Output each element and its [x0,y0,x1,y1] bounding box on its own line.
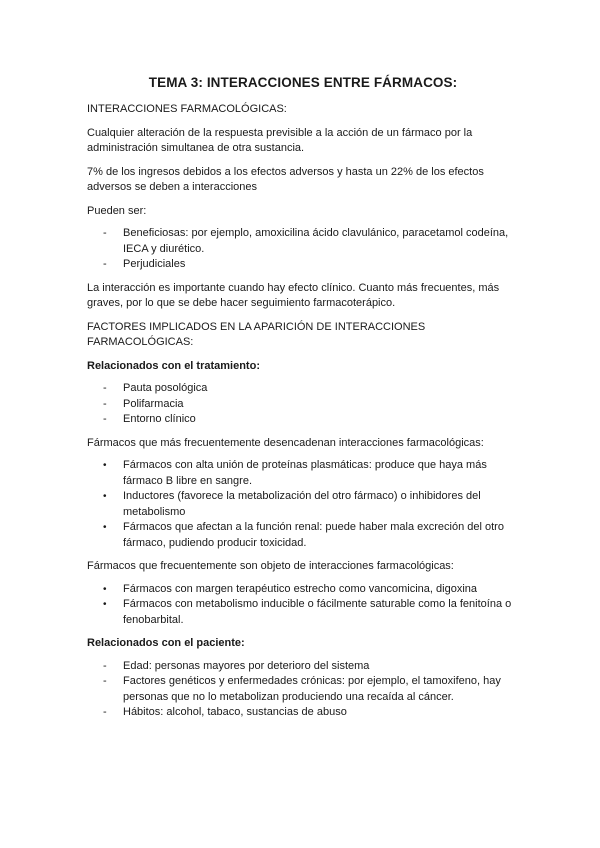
section-heading-factores: FACTORES IMPLICADOS EN LA APARICIÓN DE INTERACCIONES FARMACOLÓGICAS: [87,320,426,348]
list-item [87,659,519,675]
dash-marker: - [103,227,107,239]
list-item [87,582,519,598]
page-title: TEMA 3: INTERACCIONES ENTRE FÁRMACOS: [148,75,458,90]
list-item [87,705,519,721]
dash-marker: - [103,675,107,687]
list-item-text: Beneficiosas: por ejemplo, amoxicilina ácido clavulánico, paracetamol codeína, IECA y diurético. [123,227,509,255]
list-item [87,597,519,628]
dash-marker: - [103,258,107,270]
objects-list [87,582,519,629]
subheading-tratamiento: Relacionados con el tratamiento: [87,359,260,372]
list-item [87,381,519,397]
list-item-text: Edad: personas mayores por deterioro del sistema [123,659,370,672]
list-item [87,397,519,413]
paragraph-definition: Cualquier alteración de la respuesta previsible a la acción de un fármaco por la administración simultanea de otra sustancia. [87,126,473,154]
dash-marker: - [103,413,107,425]
list-item-text: Fármacos con margen terapéutico estrecho como vancomicina, digoxina [123,582,478,595]
list-item [87,674,519,705]
list-item [87,226,519,257]
paragraph-statistics: 7% de los ingresos debidos a los efectos adversos y hasta un 22% de los efectos adversos se deben a interacciones [87,165,484,193]
triggers-list [87,458,519,551]
list-item-text: Factores genéticos y enfermedades crónicas: por ejemplo, el tamoxifeno, hay personas que no lo metabolizan produciendo una recaída al cáncer. [123,675,501,703]
list-item-text: Polifarmacia [123,397,184,410]
list-item-text: Fármacos con alta unión de proteínas plasmáticas: produce que haya más fármaco B libre en sangre. [123,459,487,487]
paragraph-objects: Fármacos que frecuentemente son objeto de interacciones farmacológicas: [87,560,454,572]
paragraph-triggers: Fármacos que más frecuentemente desencadenan interacciones farmacológicas: [87,436,484,449]
list-item [87,458,519,489]
subheading-paciente: Relacionados con el paciente: [87,637,245,649]
list-item-text: Fármacos que afectan a la función renal: puede haber mala excreción del otro fármaco, pudiendo producir toxicidad. [123,521,504,549]
list-item-text: Inductores (favorece la metabolización del otro fármaco) o inhibidores del metabolismo [123,490,481,518]
paragraph-pueden-ser: Pueden ser: [87,204,147,217]
types-list [87,226,519,273]
list-item-text: Perjudiciales [123,258,186,270]
section-heading-interacciones: INTERACCIONES FARMACOLÓGICAS: [87,103,287,115]
bullet-marker: • [103,583,107,595]
dash-marker: - [103,659,107,672]
dash-marker: - [103,706,107,718]
bullet-marker: • [103,599,107,610]
list-item-text: Hábitos: alcohol, tabaco, sustancias de abuso [123,706,347,718]
list-item [87,412,519,428]
document-content [87,74,519,729]
list-item-text: Fármacos con metabolismo inducible o fácilmente saturable como la fenitoína o fenobarbital. [123,598,512,626]
patient-list [87,659,519,721]
list-item [87,257,519,273]
dash-marker: - [103,382,107,394]
list-item [87,520,519,551]
paragraph-clinical-effect: La interacción es importante cuando hay efecto clínico. Cuanto más frecuentes, más graves, por lo que se debe hacer seguimiento farmacoterápico. [87,281,500,309]
treatment-list [87,381,519,428]
bullet-marker: • [103,522,107,533]
list-item-text: Pauta posológica [123,382,208,394]
bullet-marker: • [103,491,107,502]
list-item-text: Entorno clínico [123,413,196,425]
dash-marker: - [103,397,107,410]
bullet-marker: • [103,460,107,471]
list-item [87,489,519,520]
